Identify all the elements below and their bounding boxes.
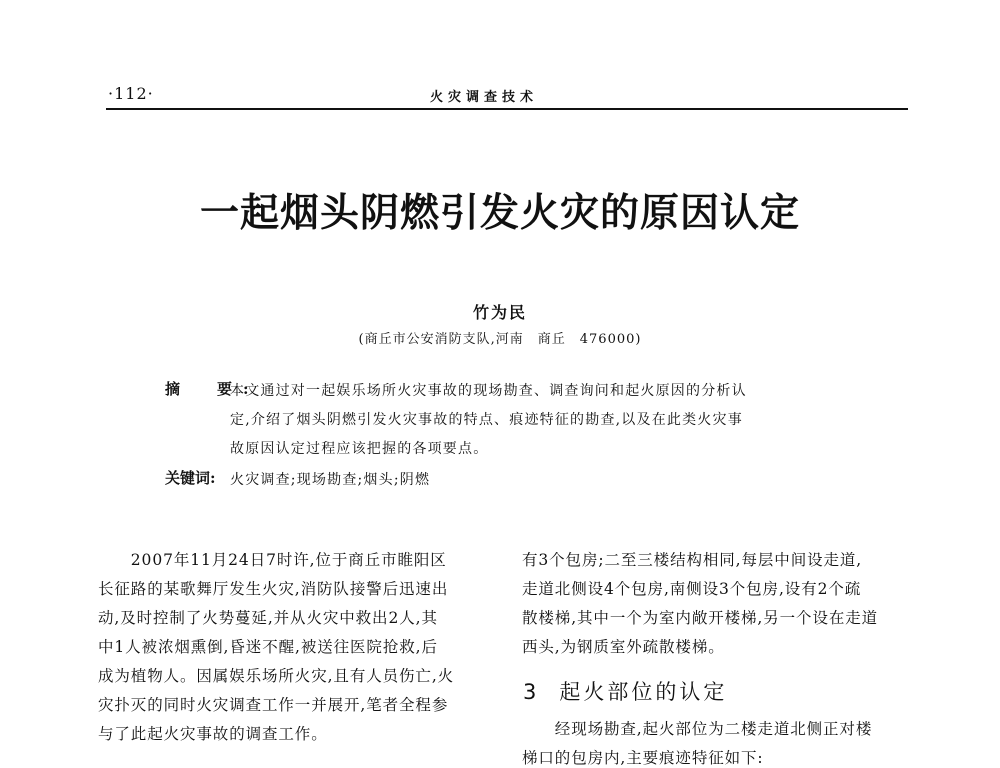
- author-name: 竹为民: [472, 303, 527, 322]
- article-title: 一起烟头阴燃引发火灾的原因认定: [199, 191, 800, 236]
- abstract-text-line: 本文通过对一起娱乐场所火灾事故的现场勘查、调查询问和起火原因的分析认: [230, 383, 747, 399]
- body-text-line: 灾扑灭的同时火灾调查工作一并展开,笔者全程参: [98, 696, 449, 714]
- section-title: 起火部位的认定: [559, 680, 728, 704]
- body-text-line: 西头,为钢质室外疏散楼梯。: [522, 638, 725, 656]
- abstract-text-line: 故原因认定过程应该把握的各项要点。: [230, 441, 489, 457]
- body-text-line: 动,及时控制了火势蔓延,并从火灾中救出2人,其: [98, 609, 438, 627]
- keywords-label: 关键词:: [165, 469, 216, 487]
- abstract-text-line: 定,介绍了烟头阴燃引发火灾事故的特点、痕迹特征的勘查,以及在此类火灾事: [230, 412, 743, 428]
- section-heading: [523, 676, 727, 706]
- body-text-line: 梯口的包房内,主要痕迹特征如下:: [522, 749, 764, 767]
- body-text-line: 成为植物人。因属娱乐场所火灾,且有人员伤亡,火: [98, 667, 455, 685]
- section-number: 3: [523, 680, 540, 704]
- header-divider: [106, 108, 908, 110]
- author-affiliation: (商丘市公安消防支队,河南 商丘 476000): [358, 332, 642, 347]
- body-text-line: 中1人被浓烟熏倒,昏迷不醒,被送往医院抢救,后: [98, 638, 438, 656]
- keywords-text: 火灾调查;现场勘查;烟头;阴燃: [230, 472, 431, 488]
- page-number: ·112·: [108, 84, 154, 103]
- journal-name: 火灾调查技术: [430, 90, 539, 105]
- body-text-line: 走道北侧设4个包房,南侧设3个包房,设有2个疏: [522, 580, 862, 598]
- body-text-line: 与了此起火灾事故的调查工作。: [98, 725, 328, 743]
- body-text-line: 有3个包房;二至三楼结构相同,每层中间设走道,: [522, 551, 863, 569]
- body-text-line: 2007年11月24日7时许,位于商丘市睢阳区: [98, 551, 447, 569]
- body-text-line: 散楼梯,其中一个为室内敞开楼梯,另一个设在走道: [522, 609, 879, 627]
- body-text-line: 经现场勘查,起火部位为二楼走道北侧正对楼: [522, 720, 873, 738]
- body-text-line: 长征路的某歌舞厅发生火灾,消防队接警后迅速出: [98, 580, 449, 598]
- abstract-label: 摘 要:: [165, 380, 260, 398]
